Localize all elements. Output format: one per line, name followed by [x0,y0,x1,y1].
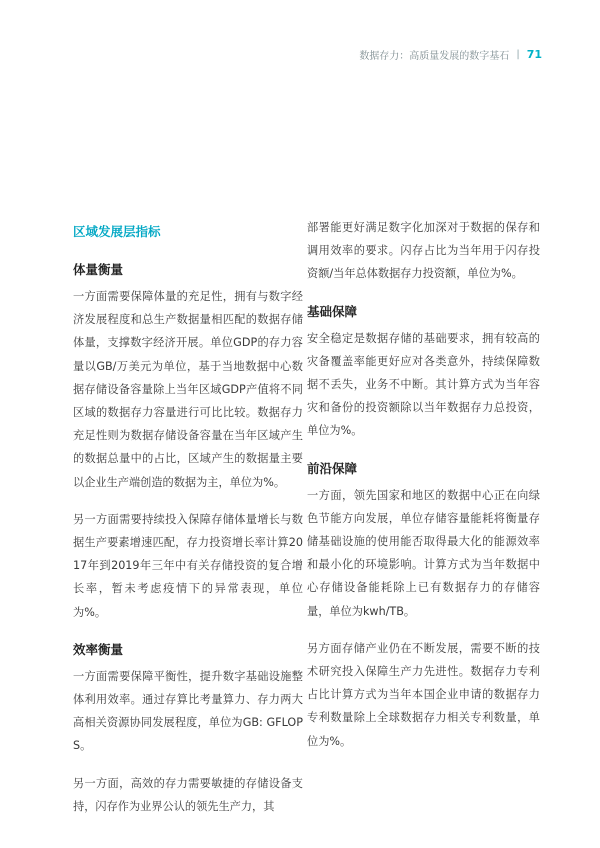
paragraph-efficiency-1: 一方面需要保障平衡性，提升数字基础设施整体利用效率。通过存算比考量算力、存力两大高相关资源协同发展程度，单位为GB: GFLOPS。 [73,669,303,753]
paragraph-flash-ratio: 部署能更好满足数字化加深对于数据的保存和调用效率的要求。闪存占比为当年用于闪存投资额/当年总体数据存力投资额，单位为%。 [307,221,540,281]
left-column [73,222,303,832]
subheading-volume: 体量衡量 [73,262,124,277]
paragraph-efficiency-2: 另一方面，高效的存力需要敏捷的存储设备支持，闪存作为业界公认的领先生产力，其 [73,776,303,813]
page-number: 71 [526,48,542,61]
paragraph-volume-1: 一方面需要保障体量的充足性，拥有与数字经济发展程度和总生产数据量相匹配的数据存储体量，支撑数字经济开展。单位GDP的存力容量以GB/万美元为单位，基于当地数据中心数据存储设备容量除上当年区域GDP产值将不同区域的数据存力容量进行可比比较。数据存力充足性则为数据存储设备容量在当年区域产生的数据总量中的占比，区域产生的数据量主要以企业生产端创造的数据为主，单位为%。 [73,290,303,489]
paragraph-frontier-1: 一方面，领先国家和地区的数据中心正在向绿色节能方向发展，单位存储容量能耗将衡量存储基础设施的使用能否取得最大化的能源效率和最小化的环境影响。计算方式为当年数据中心存储设备能耗除上已有数据存力的存储容量，单位为kwh/TB。 [307,488,540,618]
running-title: 数据存力：高质量发展的数字基石 [359,51,510,62]
paragraph-frontier-2: 另方面存储产业仍在不断发展，需要不断的技术研究投入保障生产力先进性。数据存力专利占比计算方式为当年本国企业申请的数据存力专利数量除上全球数据存力相关专利数量，单位为%。 [307,641,540,748]
right-column [307,216,540,767]
section-title: 区域发展层指标 [73,224,161,239]
paragraph-basic-guarantee: 安全稳定是数据存储的基础要求，拥有较高的灾备覆盖率能更好应对各类意外，持续保障数据不丢失，业务不中断。其计算方式为当年容灾和备份的投资额除以当年数据存力总投资，单位为%。 [307,331,540,438]
paragraph-volume-2: 另一方面需要持续投入保障存储体量增长与数据生产要素增速匹配，存力投资增长率计算2017年到2019年三年中有关存储投资的复合增长率，暂未考虑疫情下的异常表现，单位为%。 [73,512,303,619]
subheading-efficiency: 效率衡量 [73,641,124,657]
subheading-frontier-guarantee: 前沿保障 [307,460,358,476]
subheading-basic-guarantee: 基础保障 [307,303,358,319]
running-header [359,47,542,62]
header-separator: | [516,49,520,60]
